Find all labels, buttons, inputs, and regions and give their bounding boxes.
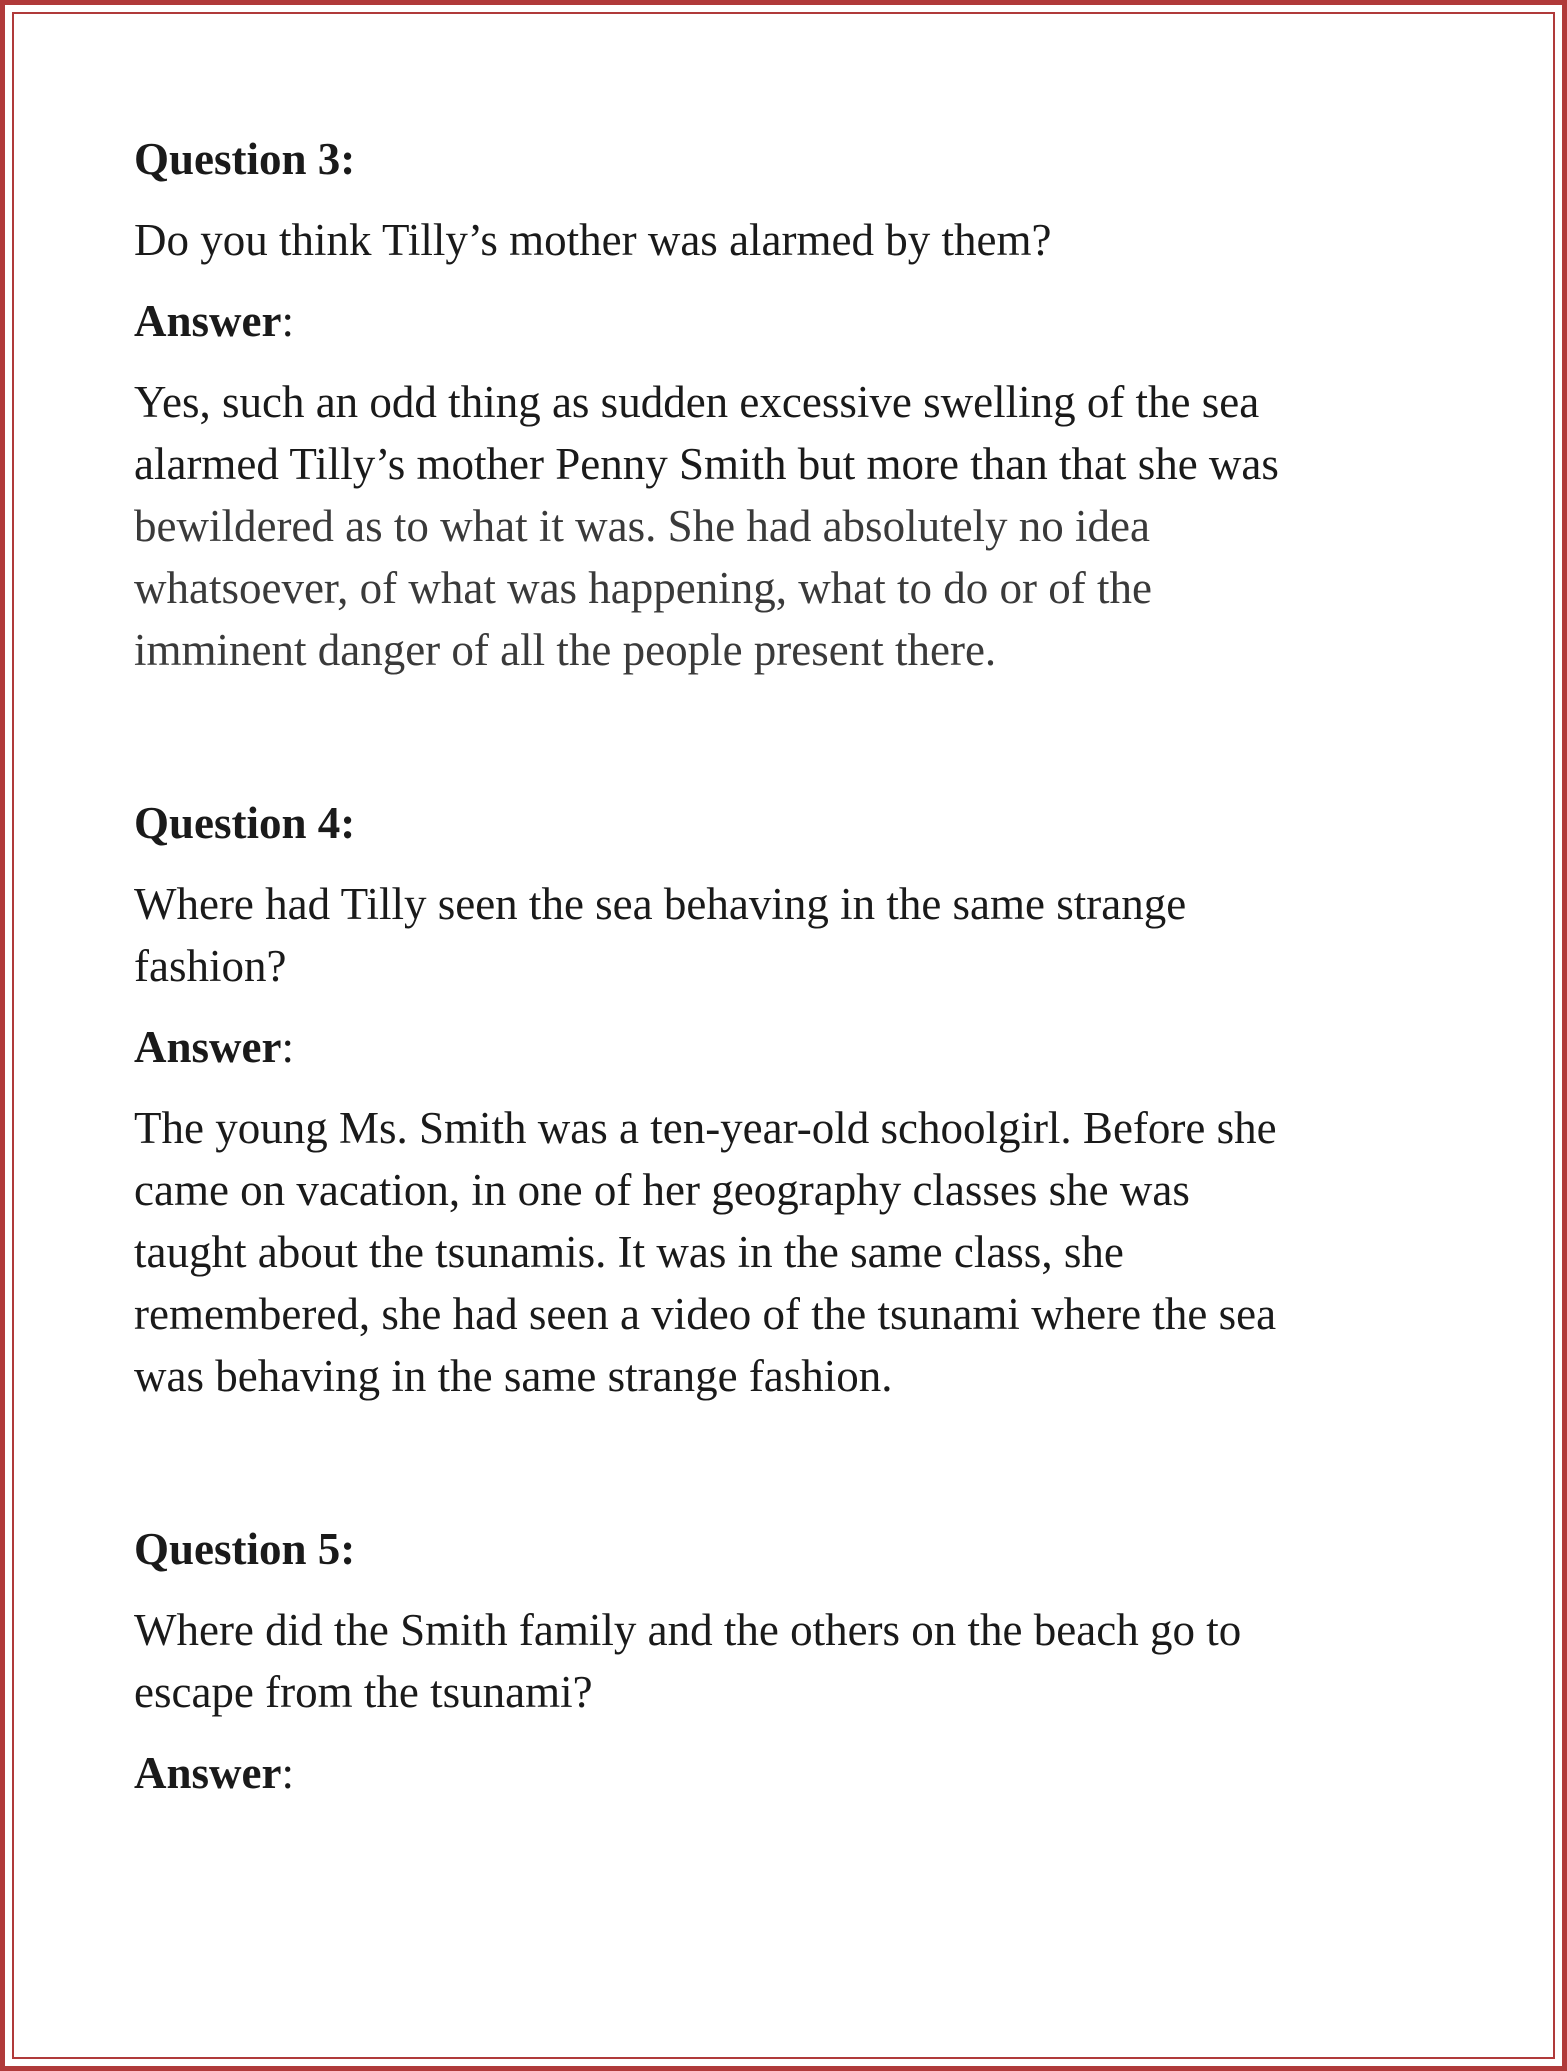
question-5-heading: Question 5: bbox=[134, 1524, 356, 1574]
answer-line: remembered, she had seen a video of the tsunami where the sea bbox=[134, 1289, 1277, 1339]
question-4-heading: Question 4: bbox=[134, 798, 356, 848]
question-5-answer-heading bbox=[134, 1742, 1434, 1804]
answer-line: bewildered as to what it was. She had absolutely no idea bbox=[134, 501, 1150, 551]
question-line: Where did the Smith family and the others on the beach go to bbox=[134, 1605, 1242, 1655]
question-3-answer-heading bbox=[134, 290, 1434, 352]
question-3-answer-text bbox=[134, 371, 1434, 681]
answer-label: Answer bbox=[134, 296, 282, 346]
answer-label: Answer bbox=[134, 1748, 282, 1798]
question-line: escape from the tsunami? bbox=[134, 1667, 593, 1717]
answer-line: The young Ms. Smith was a ten-year-old schoolgirl. Before she bbox=[134, 1103, 1277, 1153]
question-3-heading: Question 3: bbox=[134, 134, 356, 184]
answer-line: imminent danger of all the people present there. bbox=[134, 625, 997, 675]
answer-line: whatsoever, of what was happening, what to do or of the bbox=[134, 563, 1152, 613]
question-5-block bbox=[134, 1518, 1434, 1804]
question-line: Where had Tilly seen the sea behaving in the same strange bbox=[134, 879, 1187, 929]
question-5-text bbox=[134, 1599, 1434, 1723]
answer-label: Answer bbox=[134, 1022, 282, 1072]
document-content bbox=[134, 128, 1434, 1804]
answer-line: alarmed Tilly’s mother Penny Smith but more than that she was bbox=[134, 439, 1279, 489]
answer-colon: : bbox=[281, 296, 294, 346]
answer-line: Yes, such an odd thing as sudden excessive swelling of the sea bbox=[134, 377, 1260, 427]
answer-colon: : bbox=[281, 1748, 294, 1798]
answer-line: came on vacation, in one of her geography classes she was bbox=[134, 1165, 1190, 1215]
question-4-block bbox=[134, 792, 1434, 1407]
answer-line: was behaving in the same strange fashion. bbox=[134, 1351, 893, 1401]
answer-line: taught about the tsunamis. It was in the same class, she bbox=[134, 1227, 1124, 1277]
question-4-answer-text bbox=[134, 1097, 1434, 1407]
question-3-text: Do you think Tilly’s mother was alarmed by them? bbox=[134, 215, 1052, 265]
answer-colon: : bbox=[281, 1022, 294, 1072]
question-line: fashion? bbox=[134, 941, 287, 991]
question-4-answer-heading bbox=[134, 1016, 1434, 1078]
question-3-block bbox=[134, 128, 1434, 681]
question-4-text bbox=[134, 873, 1434, 997]
